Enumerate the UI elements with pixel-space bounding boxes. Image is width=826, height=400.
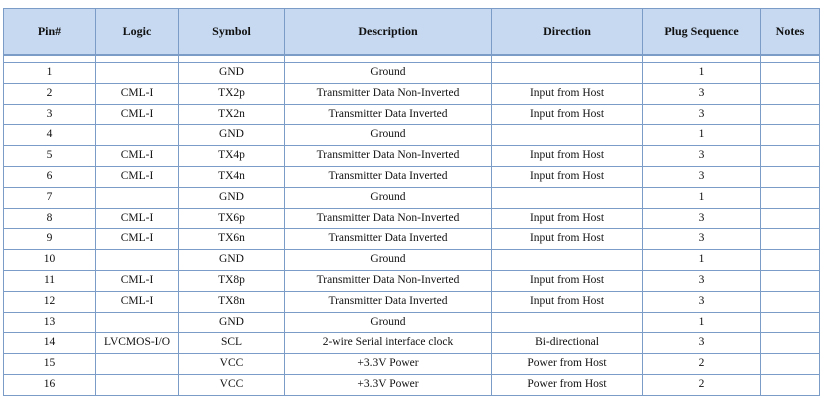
cell-logic: CML-I [96,208,179,229]
cell-pin: 8 [4,208,96,229]
cell-pin: 4 [4,125,96,146]
cell-pin: 9 [4,229,96,250]
cell-notes [761,229,820,250]
cell-description: Transmitter Data Non-Inverted [285,83,492,104]
cell-pin: 10 [4,250,96,271]
cell-symbol: TX8n [179,291,285,312]
cell-pin: 5 [4,146,96,167]
cell-direction [492,187,643,208]
cell-notes [761,187,820,208]
cell-logic [96,354,179,375]
header-logic: Logic [96,9,179,56]
cell-direction [492,250,643,271]
cell-plug-sequence: 3 [643,146,761,167]
cell-symbol: GND [179,312,285,333]
cell-direction: Input from Host [492,291,643,312]
cell-logic: CML-I [96,291,179,312]
cell-logic [96,63,179,84]
header-spacer-row [4,55,820,63]
cell-logic: CML-I [96,270,179,291]
cell-notes [761,83,820,104]
cell-logic: CML-I [96,83,179,104]
cell-pin: 16 [4,374,96,395]
cell-logic: CML-I [96,166,179,187]
cell-plug-sequence: 2 [643,374,761,395]
cell-notes [761,312,820,333]
cell-pin: 14 [4,333,96,354]
cell-description: +3.3V Power [285,374,492,395]
header-description: Description [285,9,492,56]
header-pin: Pin# [4,9,96,56]
cell-symbol: TX2n [179,104,285,125]
cell-direction: Input from Host [492,208,643,229]
cell-description: Ground [285,187,492,208]
cell-plug-sequence: 2 [643,354,761,375]
header-direction: Direction [492,9,643,56]
cell-plug-sequence: 3 [643,83,761,104]
cell-description: Transmitter Data Non-Inverted [285,146,492,167]
cell-plug-sequence: 1 [643,187,761,208]
cell-plug-sequence: 1 [643,250,761,271]
cell-direction: Input from Host [492,146,643,167]
cell-symbol: GND [179,187,285,208]
cell-description: Transmitter Data Non-Inverted [285,208,492,229]
table-row [4,125,820,146]
cell-pin: 11 [4,270,96,291]
cell-logic: LVCMOS-I/O [96,333,179,354]
table-row [4,312,820,333]
cell-notes [761,333,820,354]
cell-direction: Input from Host [492,229,643,250]
cell-description: Ground [285,250,492,271]
cell-symbol: TX8p [179,270,285,291]
cell-description: Ground [285,125,492,146]
cell-logic: CML-I [96,104,179,125]
table-row [4,63,820,84]
cell-direction: Power from Host [492,374,643,395]
cell-logic [96,125,179,146]
cell-notes [761,354,820,375]
cell-logic [96,312,179,333]
table-row [4,270,820,291]
cell-description: 2-wire Serial interface clock [285,333,492,354]
cell-description: Ground [285,63,492,84]
cell-symbol: TX4p [179,146,285,167]
cell-symbol: GND [179,125,285,146]
header-row [4,9,820,56]
table-body [4,55,820,395]
cell-direction: Input from Host [492,104,643,125]
cell-pin: 12 [4,291,96,312]
cell-direction [492,125,643,146]
cell-symbol: TX6p [179,208,285,229]
cell-symbol: VCC [179,374,285,395]
cell-direction: Input from Host [492,83,643,104]
cell-direction: Bi-directional [492,333,643,354]
cell-symbol: SCL [179,333,285,354]
table-row [4,208,820,229]
header-plug-sequence: Plug Sequence [643,9,761,56]
table-row [4,146,820,167]
cell-notes [761,104,820,125]
cell-logic [96,187,179,208]
cell-plug-sequence: 3 [643,291,761,312]
cell-notes [761,270,820,291]
cell-symbol: TX6n [179,229,285,250]
cell-plug-sequence: 3 [643,333,761,354]
cell-description: Transmitter Data Inverted [285,104,492,125]
cell-pin: 15 [4,354,96,375]
cell-plug-sequence: 3 [643,270,761,291]
cell-logic: CML-I [96,229,179,250]
table-row [4,250,820,271]
cell-plug-sequence: 3 [643,104,761,125]
cell-symbol: GND [179,63,285,84]
cell-direction [492,63,643,84]
cell-notes [761,146,820,167]
cell-plug-sequence: 1 [643,125,761,146]
cell-notes [761,208,820,229]
cell-description: Transmitter Data Inverted [285,291,492,312]
cell-direction: Input from Host [492,270,643,291]
cell-pin: 7 [4,187,96,208]
cell-symbol: TX4n [179,166,285,187]
table-row [4,83,820,104]
table-row [4,354,820,375]
cell-pin: 13 [4,312,96,333]
header-notes: Notes [761,9,820,56]
table-row [4,333,820,354]
cell-symbol: TX2p [179,83,285,104]
cell-notes [761,250,820,271]
pin-assignment-table [3,8,820,396]
cell-plug-sequence: 3 [643,208,761,229]
cell-pin: 3 [4,104,96,125]
cell-symbol: GND [179,250,285,271]
cell-notes [761,125,820,146]
cell-plug-sequence: 1 [643,312,761,333]
header-symbol: Symbol [179,9,285,56]
cell-description: Transmitter Data Inverted [285,229,492,250]
cell-pin: 6 [4,166,96,187]
table-row [4,187,820,208]
table-row [4,374,820,395]
cell-description: Transmitter Data Inverted [285,166,492,187]
table-header [4,9,820,56]
table-row [4,291,820,312]
table-row [4,166,820,187]
cell-plug-sequence: 3 [643,229,761,250]
table-row [4,229,820,250]
cell-pin: 2 [4,83,96,104]
cell-plug-sequence: 3 [643,166,761,187]
table-row [4,104,820,125]
cell-description: +3.3V Power [285,354,492,375]
cell-logic [96,374,179,395]
cell-pin: 1 [4,63,96,84]
cell-direction: Power from Host [492,354,643,375]
cell-plug-sequence: 1 [643,63,761,84]
cell-symbol: VCC [179,354,285,375]
cell-logic: CML-I [96,146,179,167]
cell-description: Ground [285,312,492,333]
cell-notes [761,291,820,312]
cell-logic [96,250,179,271]
cell-notes [761,374,820,395]
cell-description: Transmitter Data Non-Inverted [285,270,492,291]
cell-direction [492,312,643,333]
cell-direction: Input from Host [492,166,643,187]
cell-notes [761,63,820,84]
cell-notes [761,166,820,187]
